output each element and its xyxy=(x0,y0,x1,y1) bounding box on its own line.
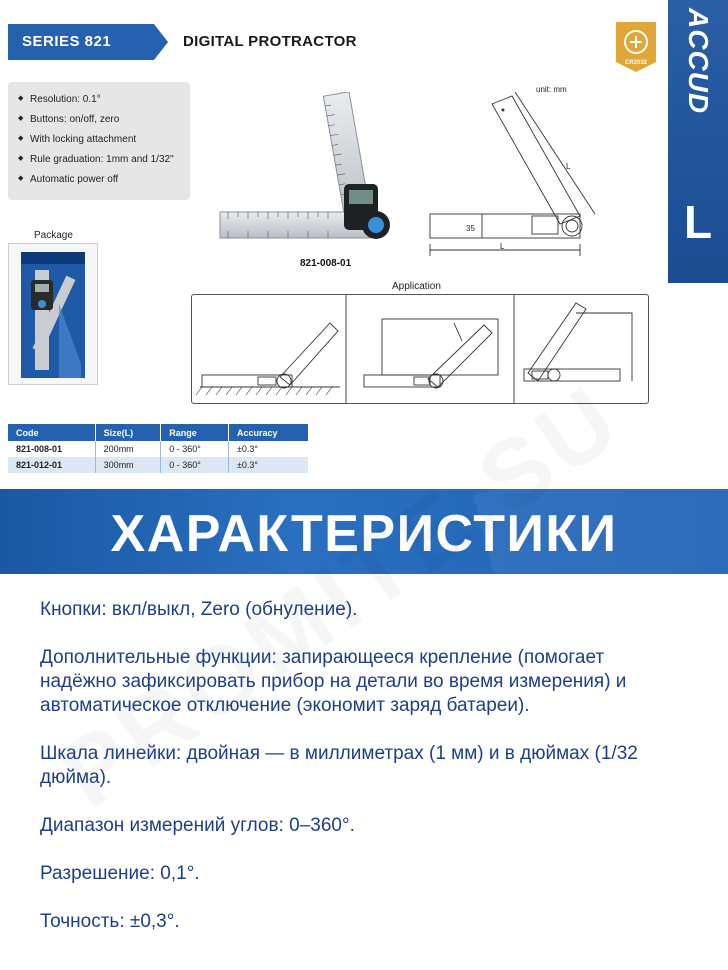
characteristics-banner xyxy=(0,489,728,574)
battery-badge xyxy=(614,22,658,72)
column-header-code: Code xyxy=(8,424,95,441)
table-cell-code: 821-008-01 xyxy=(8,441,95,457)
package-image xyxy=(8,243,98,385)
table-cell-accuracy: ±0.3° xyxy=(228,441,308,457)
description-accuracy: Точность: ±0,3°. xyxy=(40,911,180,932)
dimension-l-base: L xyxy=(500,242,505,251)
column-header-size: Size(L) xyxy=(95,424,161,441)
table-cell-code: 821-012-01 xyxy=(8,457,95,473)
description-extra-functions: Дополнительные функции: запирающееся крепление (помогает надёжно зафиксировать прибор на детали во время измерения) и автоматическое отключение (экономит заряд батареи). xyxy=(40,647,627,716)
description-range: Диапазон измерений углов: 0–360°. xyxy=(40,815,355,836)
spec-table xyxy=(8,424,308,473)
column-header-accuracy: Accuracy xyxy=(228,424,308,441)
table-row xyxy=(8,441,308,457)
package-label: Package xyxy=(34,230,73,241)
table-cell-size: 300mm xyxy=(95,457,161,473)
table-cell-range: 0 - 360° xyxy=(161,457,229,473)
application-label: Application xyxy=(392,281,441,292)
dimension-35: 35 xyxy=(466,224,475,233)
product-photo xyxy=(218,92,394,252)
package-picture xyxy=(9,244,97,384)
brand-logo xyxy=(680,8,716,148)
series-tag xyxy=(8,24,168,60)
description-resolution: Разрешение: 0,1°. xyxy=(40,863,200,884)
feature-item: ◆ Buttons: on/off, zero xyxy=(18,114,180,125)
section-letter: L xyxy=(683,196,713,248)
dimension-l-arm: L xyxy=(566,162,571,171)
brand-side-band xyxy=(668,0,728,283)
column-header-range: Range xyxy=(161,424,229,441)
dimension-diagram xyxy=(420,84,606,260)
dimension-drawing xyxy=(420,84,606,260)
product-title: DIGITAL PROTRACTOR xyxy=(183,33,357,50)
brand-name: ACCUD xyxy=(683,8,714,115)
table-cell-range: 0 - 360° xyxy=(161,441,229,457)
feature-item: ◆ Automatic power off xyxy=(18,174,180,185)
battery-label: CR2032 xyxy=(624,60,647,66)
features-list xyxy=(8,82,190,200)
description-scale: Шкала линейки: двойная — в миллиметрах (1 мм) и в дюймах (1/32 дюйма). xyxy=(40,743,638,788)
protractor-picture xyxy=(218,92,394,252)
feature-item: ◆ With locking attachment xyxy=(18,134,180,145)
table-cell-size: 200mm xyxy=(95,441,161,457)
series-label: SERIES 821 xyxy=(22,33,112,50)
unit-label: unit: mm xyxy=(536,85,567,94)
table-row xyxy=(8,457,308,473)
description-buttons: Кнопки: вкл/выкл, Zero (обнуление). xyxy=(40,599,358,620)
application-illustrations xyxy=(192,295,648,403)
application-panel xyxy=(191,294,649,404)
product-model-caption: 821-008-01 xyxy=(300,258,352,269)
table-header-row xyxy=(8,424,308,441)
banner-title: ХАРАКТЕРИСТИКИ xyxy=(110,505,618,563)
feature-item: ◆ Resolution: 0.1° xyxy=(18,94,180,105)
table-cell-accuracy: ±0.3° xyxy=(228,457,308,473)
feature-item: ◆ Rule graduation: 1mm and 1/32" xyxy=(18,154,180,165)
